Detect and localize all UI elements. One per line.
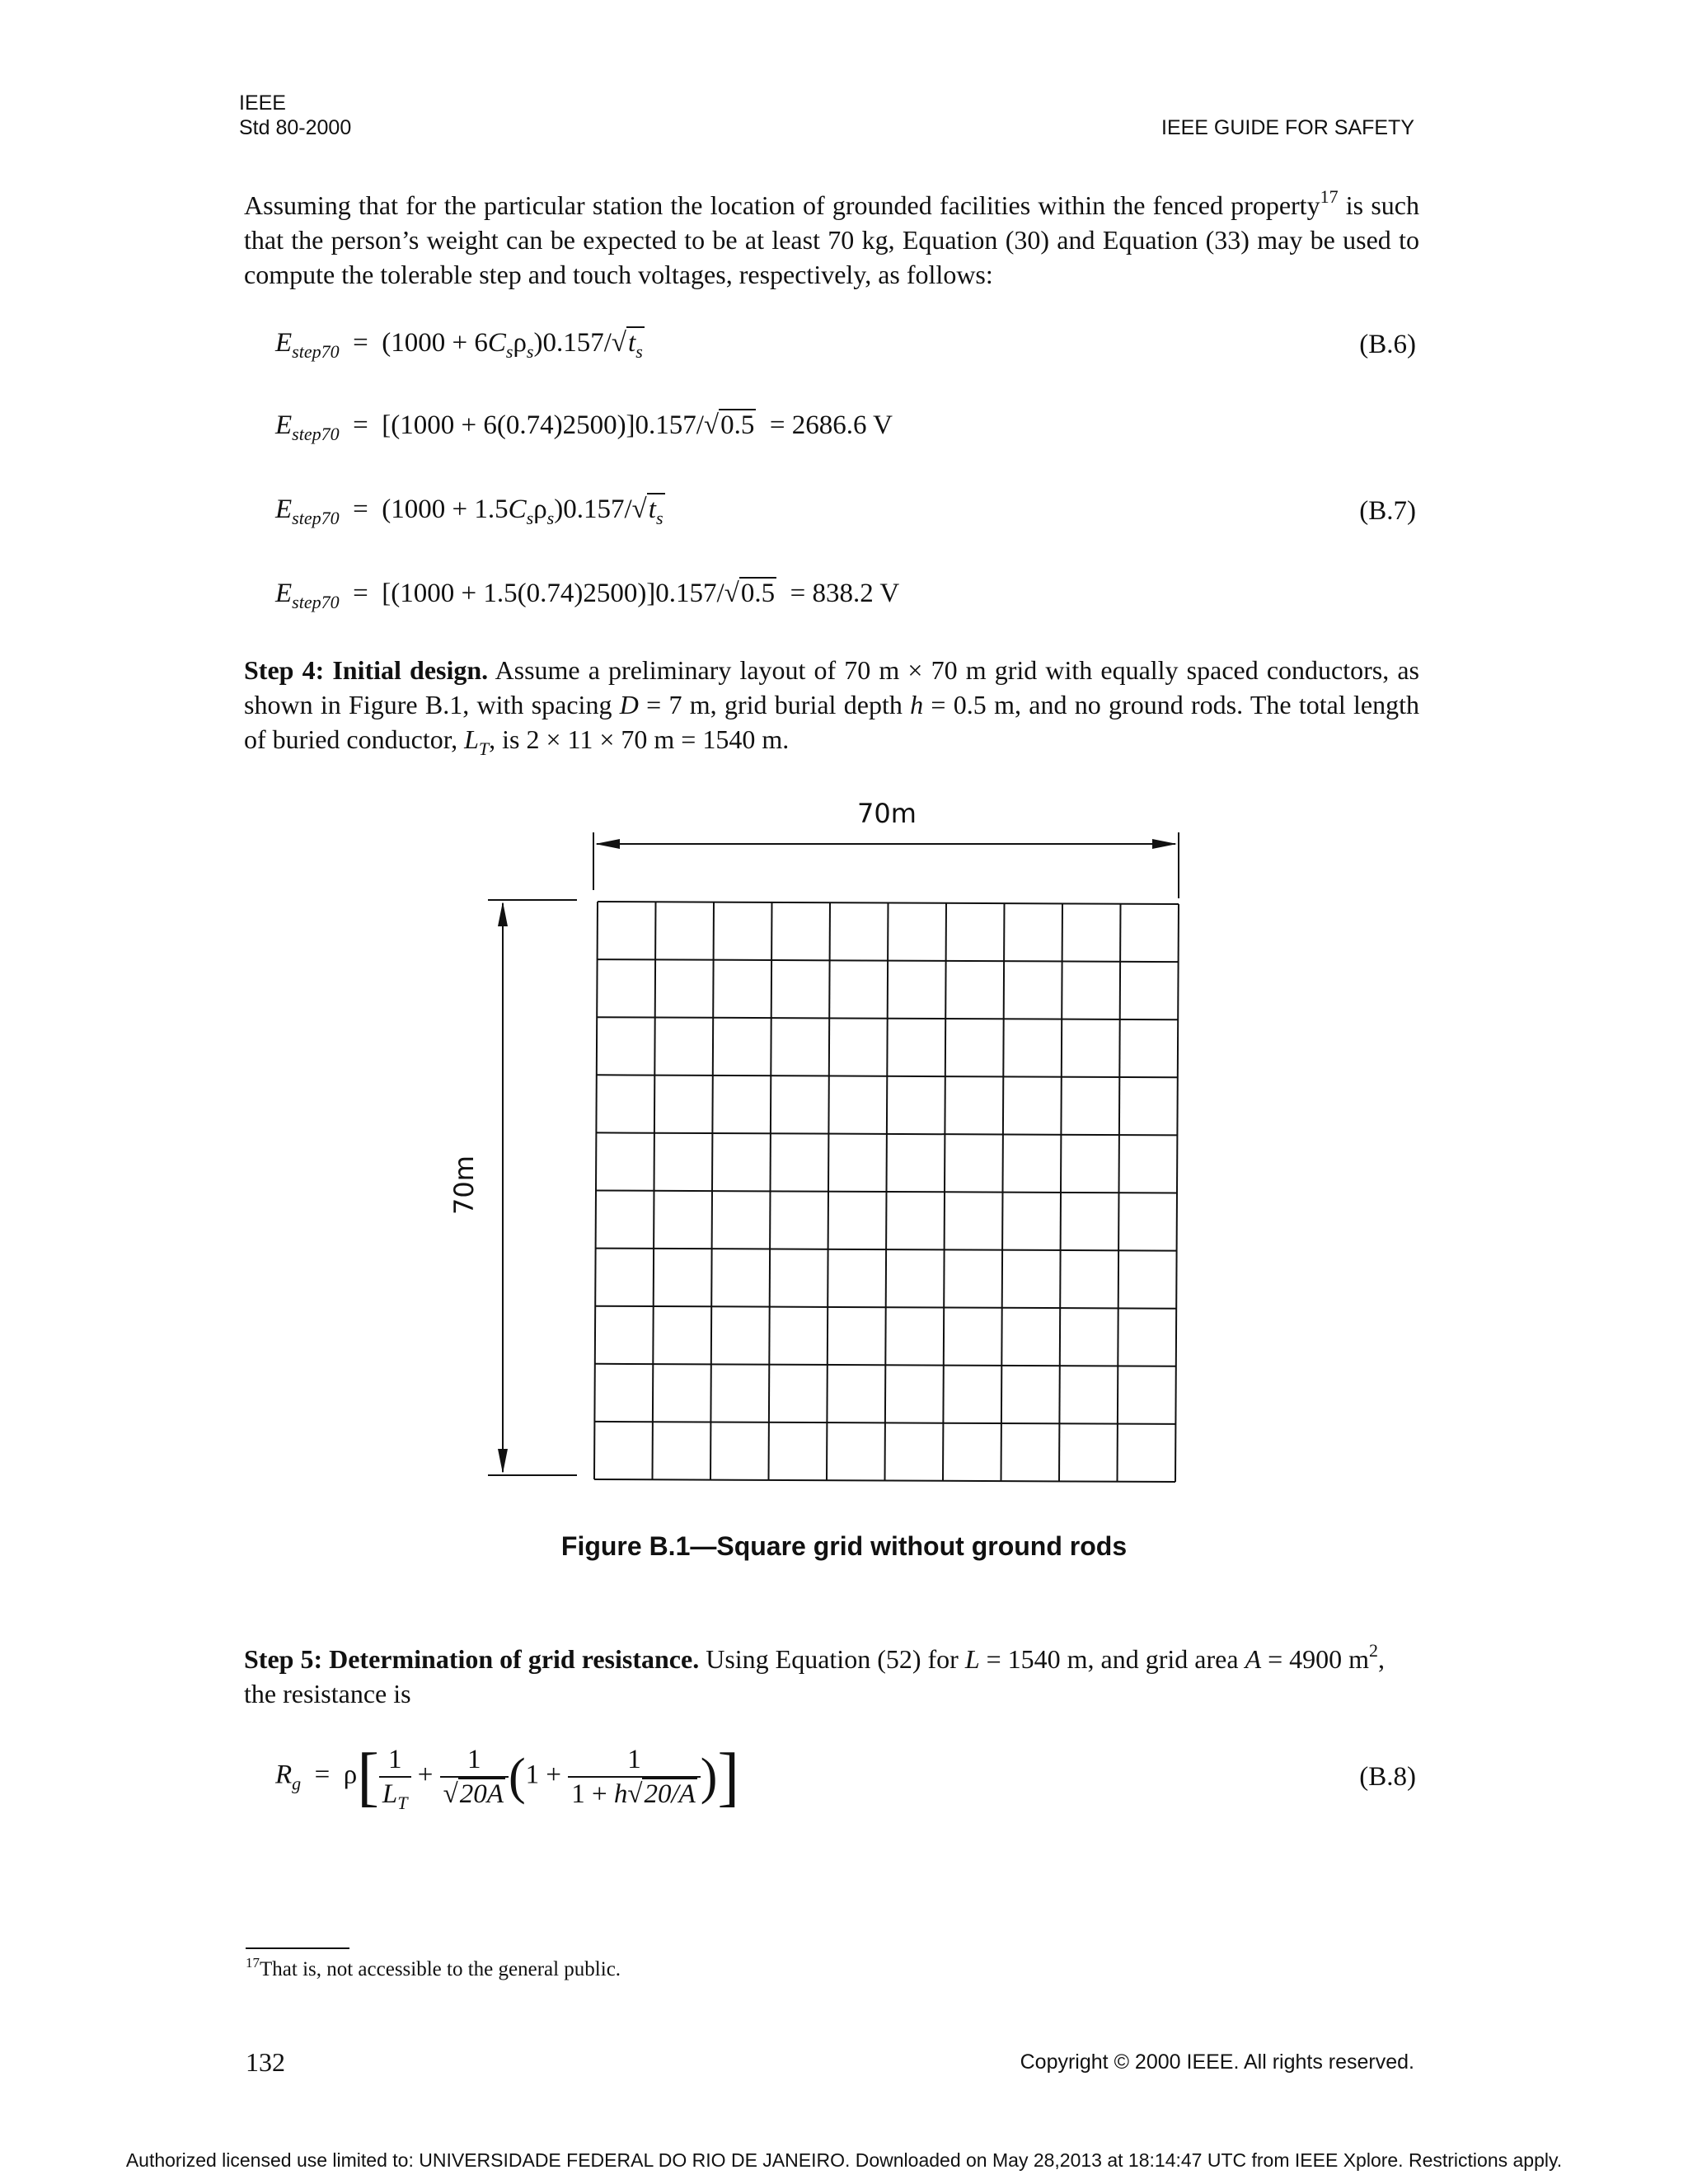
equation-b7: $E_{step70} = (1000 + 1.5C_s\rho_s)0.157/√t_s$ (275, 494, 663, 528)
header-ieee: IEEE (239, 91, 286, 115)
figure-b1-grid-diagram (448, 791, 1203, 1516)
figure-caption: Figure B.1—Square grid without ground rods (560, 1531, 1128, 1561)
equation-b6-evaluated: $E_{step70} = [(1000 + 6(0.74)2500)]0.157/√0.5 = 2686.6$ V (275, 410, 893, 444)
page-number: 132 (246, 2047, 285, 2077)
equation-number-b8: (B.8) (1359, 1762, 1416, 1792)
sqrt-sign: √ (611, 328, 627, 358)
dim-top-arrow-left (595, 839, 620, 849)
footnote: $^{17}$That is, not accessible to the general public. (246, 1955, 621, 1980)
equation-b7-evaluated: $E_{step70} = [(1000 + 1.5(0.74)2500)]0.157/√0.5 = 838.2$ V (275, 579, 900, 612)
copyright-notice: Copyright © 2000 IEEE. All rights reserved. (1020, 2050, 1414, 2074)
intro-paragraph (244, 188, 1419, 292)
running-header-right: IEEE GUIDE FOR SAFETY (1161, 116, 1414, 139)
equation-b6: $E_{step70} = (1000 + 6C_s\rho_s)0.157/√t_s$ (275, 328, 643, 362)
equation-number-b6: (B.6) (1359, 330, 1416, 359)
header-std: Std 80-2000 (239, 116, 352, 139)
footnote-separator (246, 1947, 349, 1949)
running-header-left (239, 91, 351, 140)
dim-top-label: 70m (857, 798, 917, 829)
dim-side-arrow-bottom (498, 1449, 508, 1474)
equation-b8: $R_g = \rho$[ $\frac{1}{L_T}$ + $\frac{1}{√20A}$ (1 + $\frac{1}{1 + h√20/A}$ )] (275, 1741, 740, 1813)
footnote-ref: 17 (1320, 186, 1339, 207)
intro-text: Assuming that for the particular station the location of grounded facilities within the fenced property (244, 190, 1320, 220)
license-notice: Authorized licensed use limited to: UNIVERSIDADE FEDERAL DO RIO DE JANEIRO. Downloaded on May 28,2013 at 18:14:47 UTC from IEEE Xplore. Restrictions apply. (125, 2149, 1563, 2171)
dim-top-arrow-right (1152, 839, 1177, 849)
equation-number-b7: (B.7) (1359, 496, 1416, 526)
dim-side-label: 70m (448, 1155, 480, 1215)
step5-paragraph: Step 5: Determination of grid resistance. Using Equation (52) for L = 1540 m, and grid area A = 4900 $m^2$, the resistance is (244, 1640, 1386, 1708)
step4-paragraph: Step 4: Initial design. Assume a preliminary layout of 70 m × 70 m grid with equally spaced conductors, as shown in Figure B.1, with spacing D = 7 m, grid burial depth h = 0.5 m, and no ground rods. The total length of buried conductor, $L_T$, is 2 × 11 × 70 m = 1540 m. (244, 655, 1420, 759)
dim-side-arrow-top (498, 902, 508, 926)
intro-text-continued: is such that the person’s weight can be expected to be at least 70 kg, Equation (30) and Equation (33) may be used to compute the tolerable step and touch voltages, respectively, as follows: (244, 190, 1420, 289)
conductor-grid (594, 902, 1179, 1482)
